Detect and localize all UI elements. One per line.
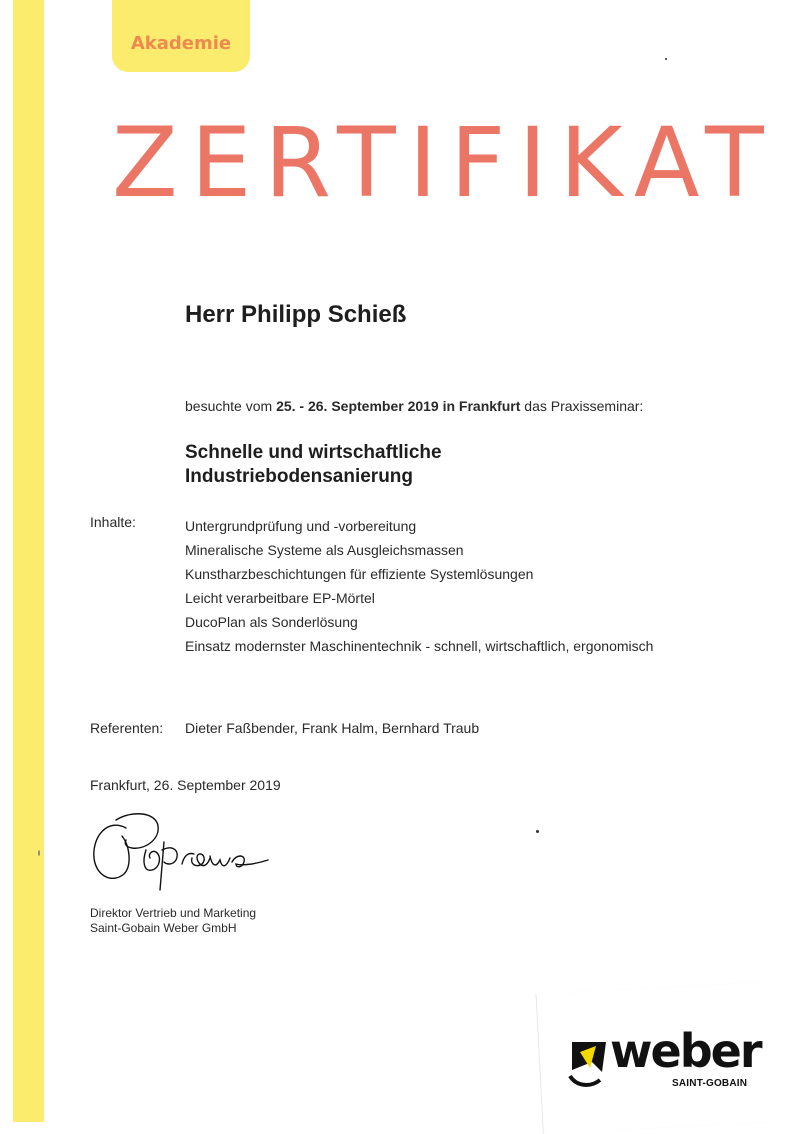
scan-speck (665, 58, 667, 60)
seminar-title-line-1: Schnelle und wirtschaftliche (185, 442, 442, 463)
contents-item: Mineralische Systeme als Ausgleichsmassen (185, 542, 464, 558)
signer-company: Saint-Gobain Weber GmbH (90, 921, 237, 935)
contents-label: Inhalte: (90, 514, 136, 530)
yellow-side-bar (13, 0, 44, 1122)
attendance-suffix: das Praxisseminar: (520, 398, 644, 414)
saint-gobain-label: SAINT-GOBAIN (672, 1078, 748, 1089)
signer-role: Direktor Vertrieb und Marketing (90, 906, 257, 920)
attendance-dates-location: 25. - 26. September 2019 in Frankfurt (276, 398, 521, 414)
scan-speck (38, 850, 40, 856)
contents-item: DucoPlan als Sonderlösung (185, 614, 358, 630)
attendance-statement (185, 398, 643, 414)
recipient-name: Herr Philipp Schieß (185, 301, 407, 328)
place-date: Frankfurt, 26. September 2019 (90, 777, 281, 793)
speakers-label: Referenten: (90, 720, 164, 736)
contents-item: Untergrundprüfung und -vorbereitung (185, 518, 417, 534)
contents-item: Kunstharzbeschichtungen für effiziente Systemlösungen (185, 566, 534, 582)
signer-block (90, 906, 256, 936)
handwritten-signature (86, 806, 286, 896)
certificate-title: ZERTIFIKAT (112, 107, 777, 219)
seminar-title-line-2: Industriebodensanierung (185, 466, 414, 487)
scan-speck (536, 830, 539, 833)
seminar-title (185, 441, 685, 489)
weber-brand-word: weber (610, 1024, 761, 1078)
attendance-prefix: besuchte vom (185, 398, 277, 414)
contents-item: Leicht verarbeitbare EP-Mörtel (185, 590, 375, 606)
akademie-label: Akademie (130, 33, 232, 54)
contents-list (185, 514, 653, 658)
contents-item: Einsatz modernster Maschinentechnik - schnell, wirtschaftlich, ergonomisch (185, 638, 654, 654)
speakers-names: Dieter Faßbender, Frank Halm, Bernhard Traub (185, 720, 480, 736)
